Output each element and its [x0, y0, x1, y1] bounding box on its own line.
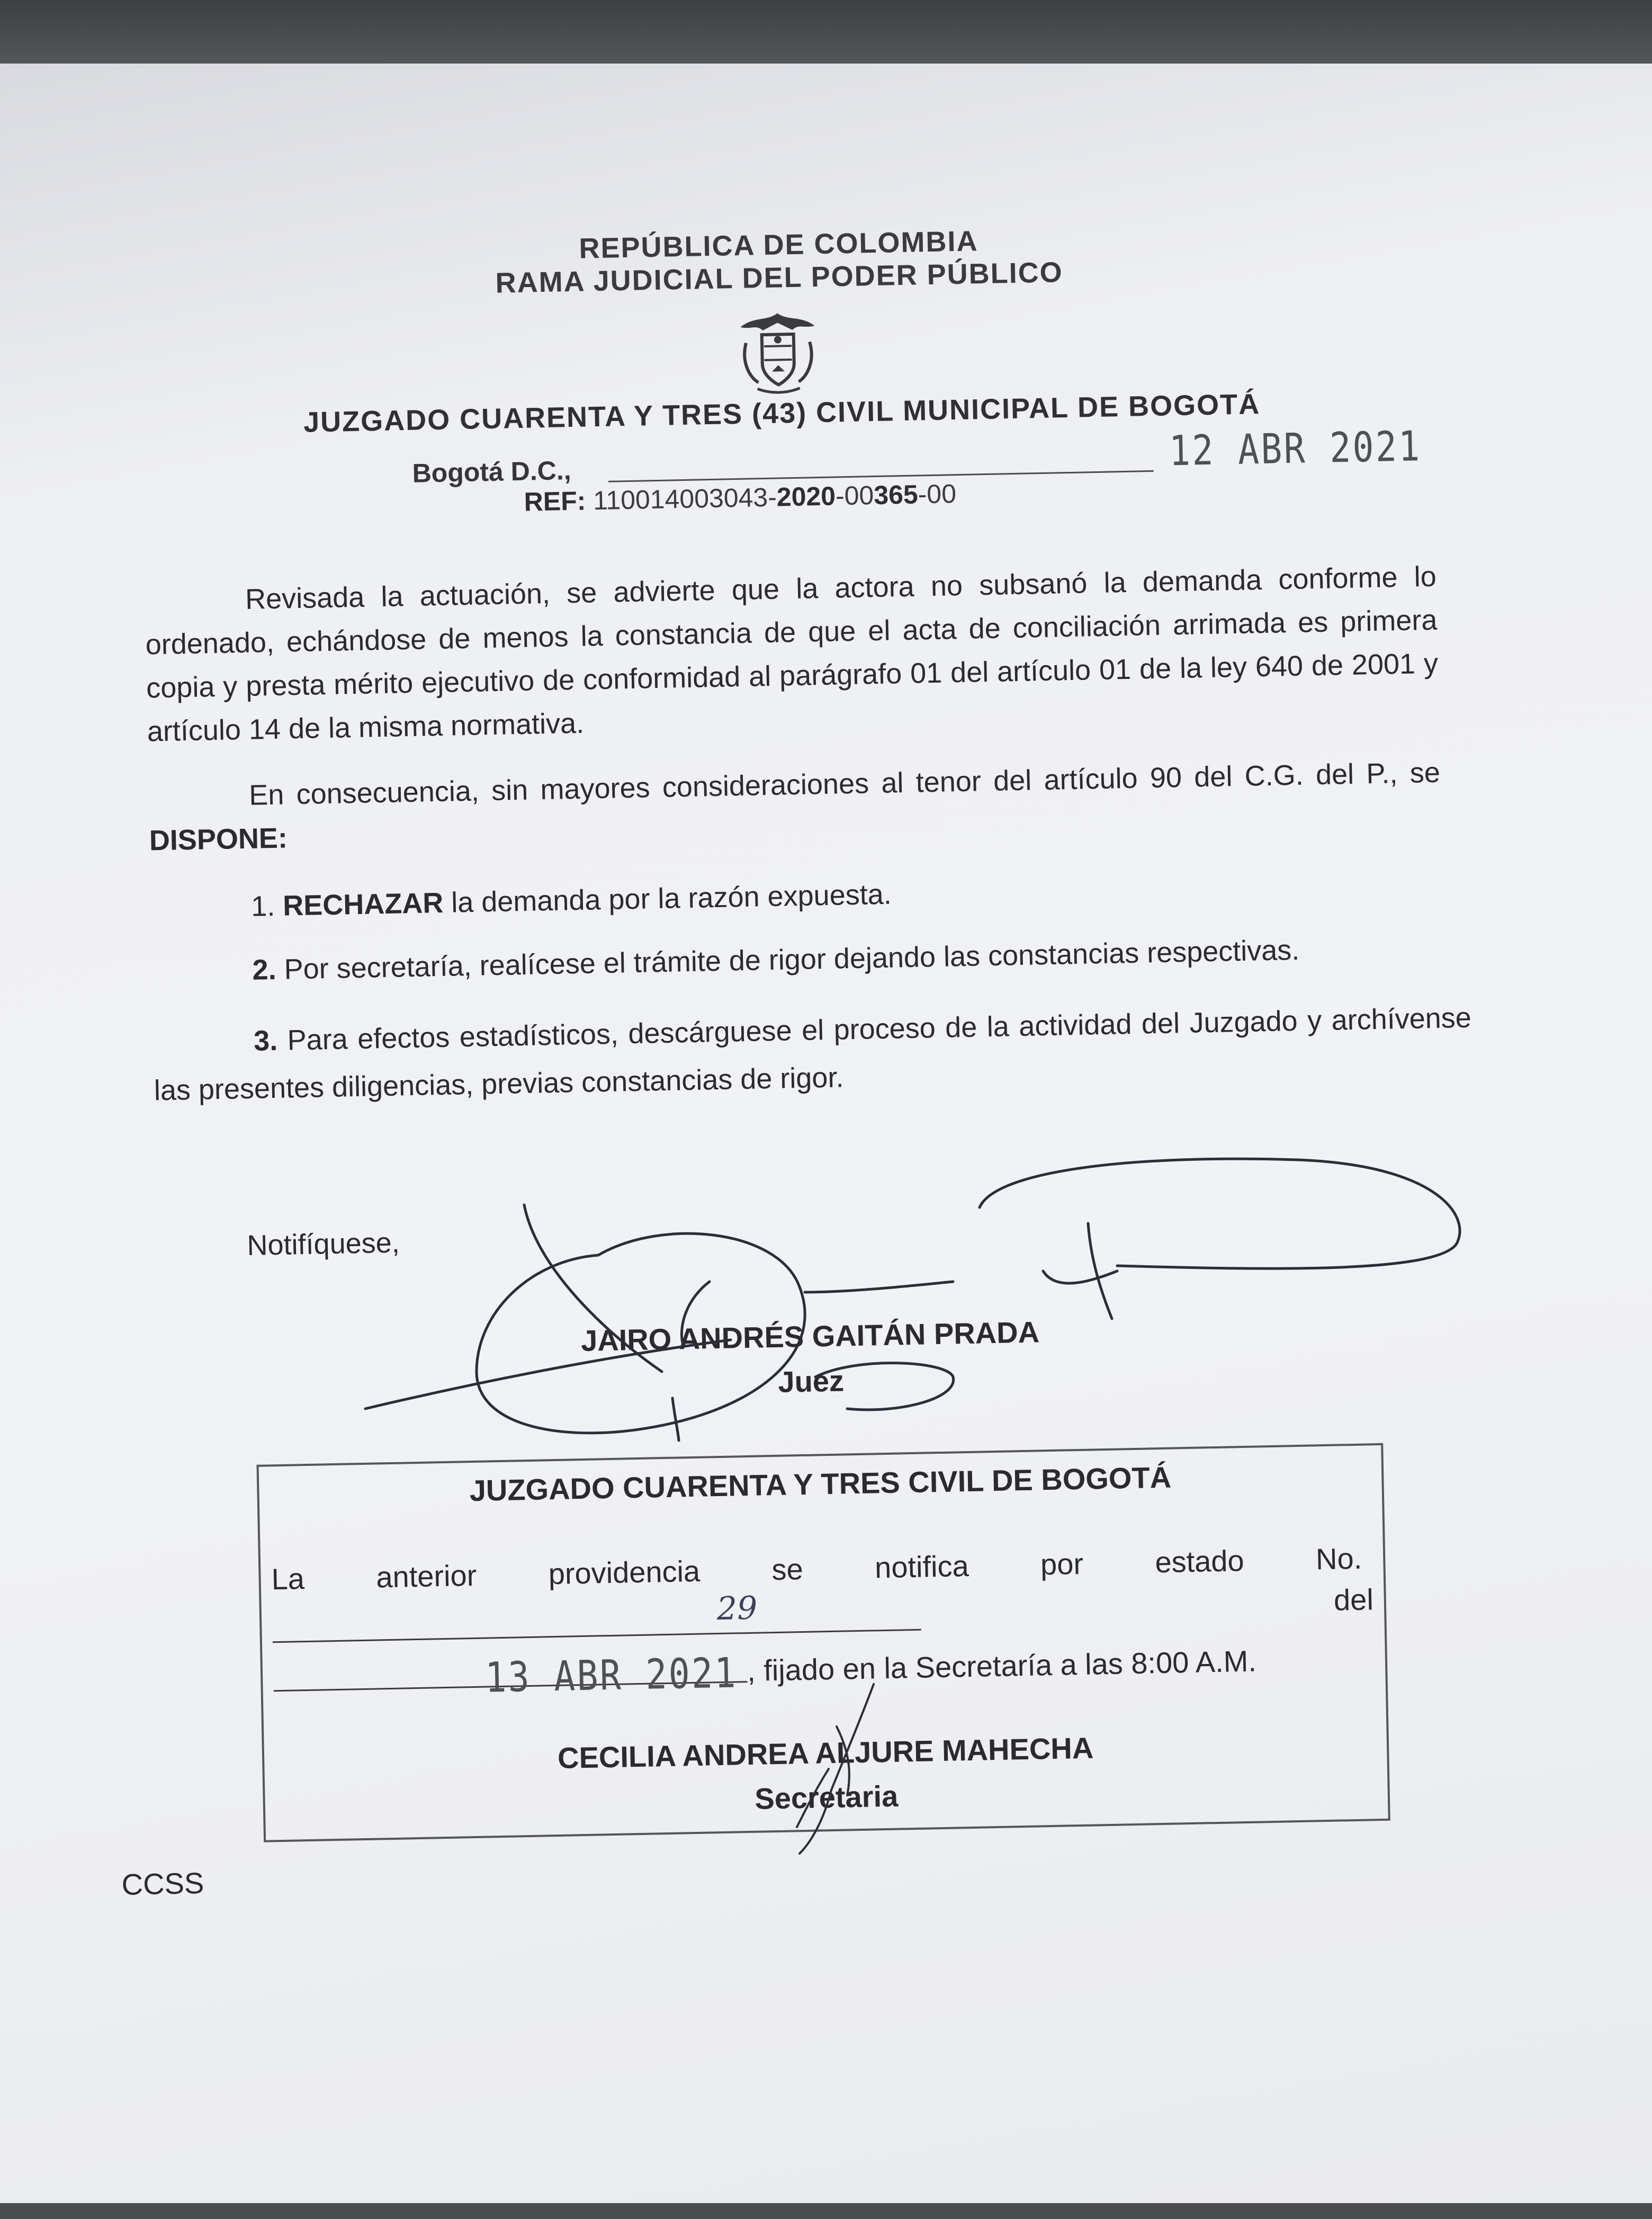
- item3-number: 3.: [253, 1024, 278, 1057]
- judge-role: Juez: [777, 1364, 845, 1399]
- notification-sentence: [271, 1541, 1362, 1597]
- ref-part-d: 365: [873, 479, 919, 511]
- del-word: del: [1333, 1582, 1374, 1617]
- notification-box-title: JUZGADO CUARENTA Y TRES CIVIL DE BOGOTÁ: [469, 1460, 1172, 1508]
- coat-of-arms-icon: [724, 297, 832, 405]
- secretary-role: Secretaria: [754, 1779, 899, 1815]
- paragraph-review: Revisada la actuación, se advierte que la actora no subsanó la demanda conforme lo ordenado, echándose de menos la constancia de que el acta de conciliación arrimada es primera copia y presta mérito ejecutivo de conformidad al parágrafo 01 del artículo 01 de la ley 640 de 2001 y artículo 14 de la misma normativa.: [145, 560, 1439, 748]
- court-name: JUZGADO CUARENTA Y TRES (43) CIVIL MUNICIPAL DE BOGOTÁ: [303, 388, 1261, 439]
- date-stamp: 12 ABR 2021: [1169, 423, 1422, 476]
- ref-part-e: -00: [918, 479, 957, 509]
- secretary-name: CECILIA ANDREA ALJURE MAHECHA: [557, 1731, 1094, 1775]
- notice-word: providencia: [548, 1554, 701, 1591]
- notice-word: estado: [1154, 1544, 1245, 1579]
- notice-word: notifica: [874, 1549, 969, 1585]
- notice-word: No.: [1315, 1541, 1362, 1576]
- header-country: REPÚBLICA DE COLOMBIA: [578, 225, 978, 265]
- item1-bold: RECHAZAR: [282, 887, 444, 922]
- notice-word: por: [1040, 1546, 1084, 1581]
- resolution-item-1: [251, 878, 892, 923]
- notice-word: La: [271, 1562, 305, 1596]
- ref-part-b: 2020: [776, 481, 836, 512]
- fixed-text: , fijado en la Secretaría a las 8:00 A.M.: [747, 1644, 1257, 1688]
- header-branch: RAMA JUDICIAL DEL PODER PÚBLICO: [495, 256, 1064, 299]
- resolution-item-2: [252, 934, 1300, 987]
- ref-label: REF:: [524, 486, 586, 517]
- notice-word: se: [771, 1552, 804, 1587]
- case-reference: [524, 478, 956, 517]
- resolution-item-3: [152, 994, 1473, 1115]
- item3-text: Para efectos estadísticos, descárguese el proceso de la actividad del Juzgado y archívense las presentes diligencias, previas constancias de rigor.: [154, 1001, 1472, 1107]
- p2-text: En consecuencia, sin mayores consideraciones al tenor del artículo 90 del C.G. del P., se: [248, 756, 1441, 811]
- notice-date-stamp: 13 ABR 2021: [484, 1649, 738, 1702]
- item2-number: 2.: [252, 953, 277, 986]
- estado-number-line: [273, 1629, 921, 1643]
- ref-part-c: -00: [835, 480, 874, 511]
- notification-box: [257, 1443, 1390, 1842]
- p2-dispone: DISPONE:: [149, 822, 288, 857]
- item2-text: Por secretaría, realícese el trámite de rigor dejando las constancias respectivas.: [276, 934, 1300, 986]
- paragraph-consequence: [148, 751, 1441, 863]
- ref-part-a: 110014003043-: [592, 482, 777, 516]
- notify-label: Notifíquese,: [246, 1227, 400, 1262]
- item1-text: la demanda por la razón expuesta.: [443, 878, 892, 919]
- place-label: Bogotá D.C.,: [412, 455, 572, 488]
- author-initials: CCSS: [121, 1866, 204, 1901]
- estado-number: 29: [716, 1589, 758, 1628]
- notice-word: anterior: [375, 1558, 477, 1594]
- judge-name: JAIRO ANDRÉS GAITÁN PRADA: [580, 1315, 1040, 1357]
- item1-number: 1.: [250, 890, 275, 923]
